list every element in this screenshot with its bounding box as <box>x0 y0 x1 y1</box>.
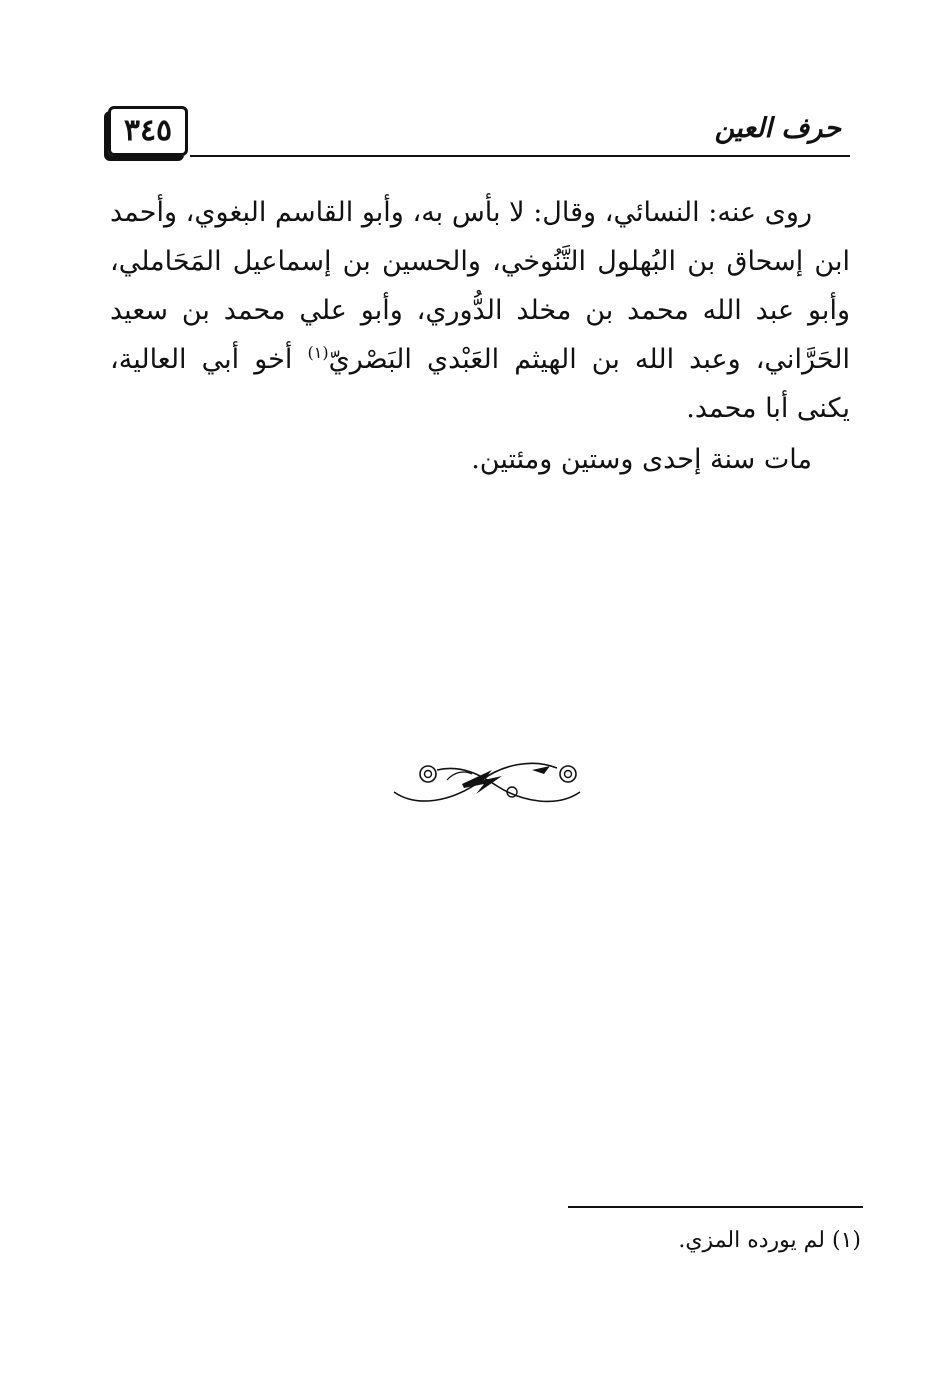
footnote-reference: (١) <box>307 343 329 362</box>
footnote-1: (١) لم يورده المزي. <box>678 1228 861 1253</box>
header-rule <box>190 155 850 157</box>
floral-ornament <box>392 750 582 810</box>
main-text <box>110 188 850 484</box>
footnote-rule <box>568 1206 863 1208</box>
running-head: حرف العين <box>714 113 841 144</box>
page-number-box <box>108 106 188 156</box>
paragraph-1-text: روى عنه: النسائي، وقال: لا بأس به، وأبو القاسم البغوي، وأحمد ابن إسحاق بن البُهلول التَّنُوخي، والحسين بن إسماعيل المَحَاملي، وأبو عبد الله محمد بن مخلد الدُّوري، وأبو علي محمد بن سعيد الحَرَّاني، وعبد الله بن الهيثم العَبْدي البَصْريّ <box>110 197 851 375</box>
page-number: ٣٤٥ <box>123 113 173 148</box>
paragraph-1-text-end: أخو أبي العالية، يكنى أبا محمد. <box>110 344 850 424</box>
paragraph-2: مات سنة إحدى وستين ومئتين. <box>471 444 812 475</box>
paragraph-1 <box>110 188 850 433</box>
